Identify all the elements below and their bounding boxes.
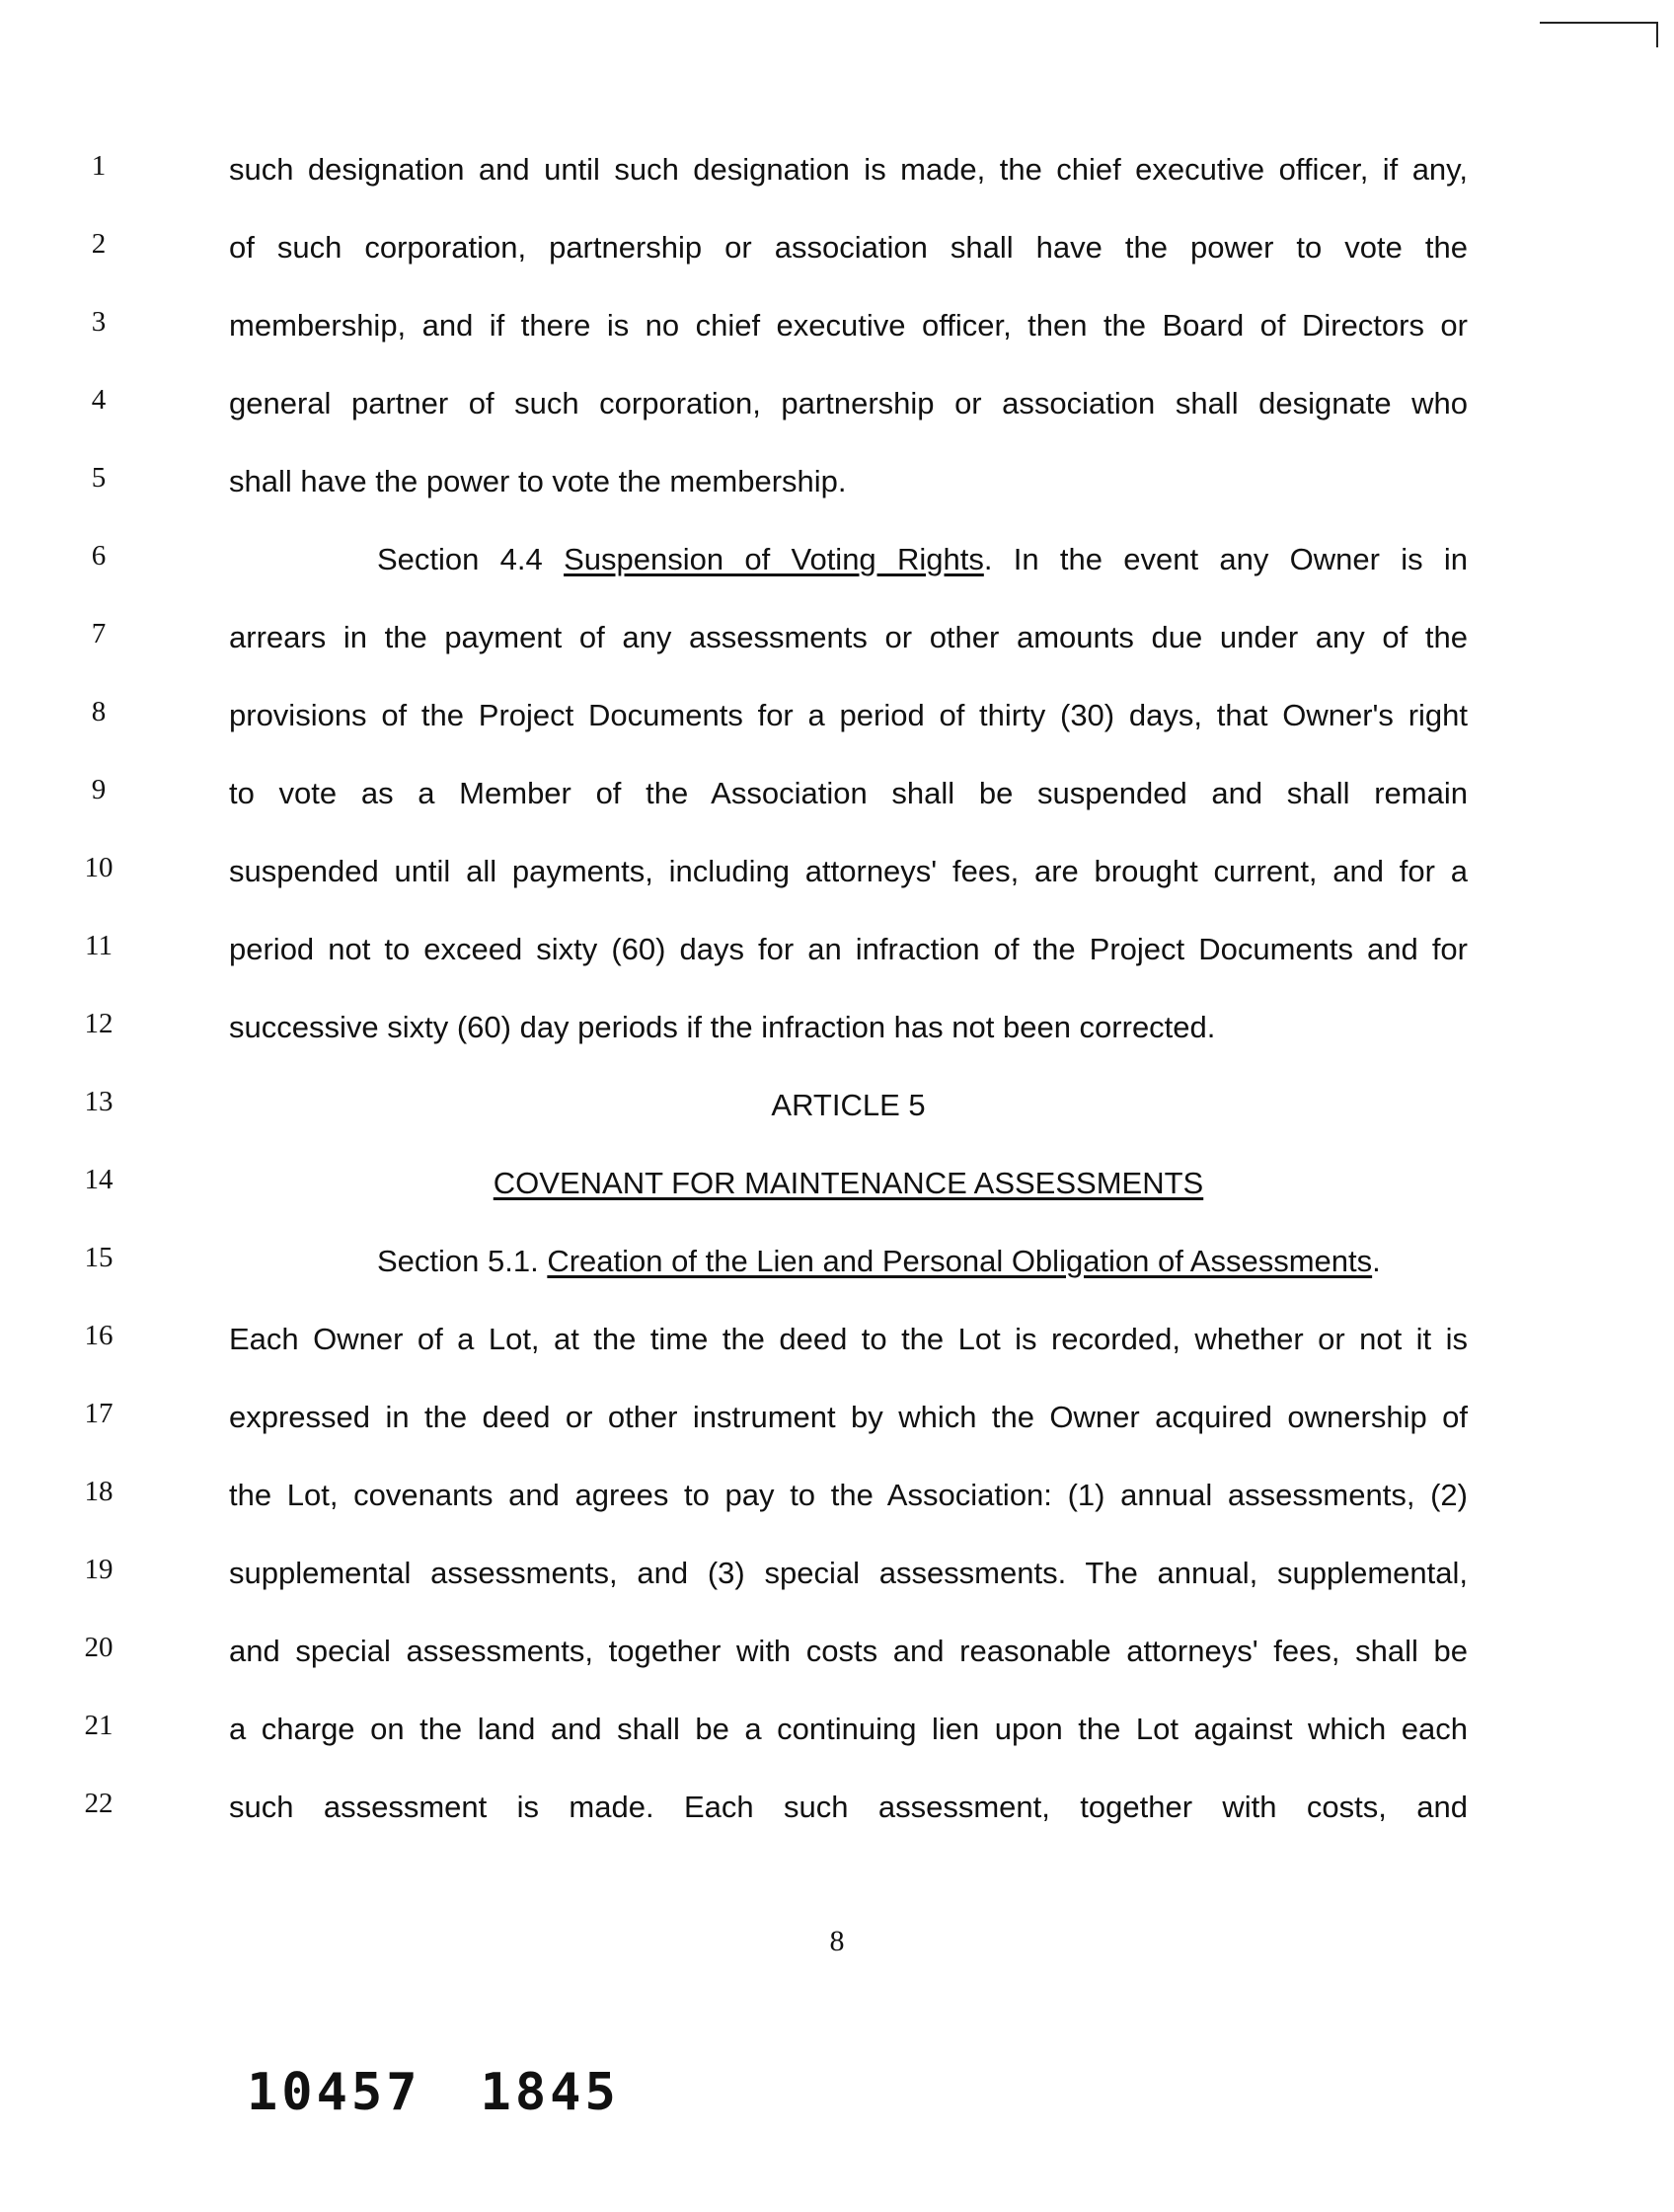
section-heading: Creation of the Lien and Personal Obligation of Assessments	[547, 1244, 1373, 1278]
line-number: 1	[91, 150, 107, 182]
line-text: a charge on the land and shall be a continuing lien upon the Lot against which each	[229, 1712, 1468, 1746]
section-text: .	[1372, 1244, 1381, 1278]
line-number: 18	[84, 1476, 114, 1507]
line-text: and special assessments, together with costs and reasonable attorneys' fees, shall be	[229, 1634, 1468, 1668]
line-text: supplemental assessments, and (3) special assessments. The annual, supplemental,	[229, 1556, 1468, 1590]
line-text: suspended until all payments, including attorneys' fees, are brought current, and for a	[229, 854, 1468, 888]
line-text: Each Owner of a Lot, at the time the deed to the Lot is recorded, whether or not it is	[229, 1322, 1468, 1356]
line-number: 2	[91, 228, 107, 260]
line-number: 4	[91, 384, 107, 416]
line-text: to vote as a Member of the Association shall be suspended and shall remain	[229, 776, 1468, 810]
line-number: 3	[91, 306, 107, 338]
line-number: 10	[84, 852, 114, 883]
line-text: shall have the power to vote the membership.	[229, 464, 847, 498]
line-number: 6	[91, 540, 107, 572]
line-number: 21	[84, 1710, 114, 1741]
line-text: membership, and if there is no chief executive officer, then the Board of Directors or	[229, 308, 1468, 343]
line-text: of such corporation, partnership or association shall have the power to vote the	[229, 230, 1468, 265]
line-number: 19	[84, 1554, 114, 1585]
line-number: 11	[85, 930, 113, 961]
line-number: 14	[84, 1164, 114, 1195]
line-text: period not to exceed sixty (60) days for an infraction of the Project Documents and for	[229, 932, 1468, 966]
line-text: arrears in the payment of any assessments or other amounts due under any of the	[229, 620, 1468, 654]
section-text: . In the event any Owner is in	[983, 542, 1468, 576]
line-text: the Lot, covenants and agrees to pay to the Association: (1) annual assessments, (2)	[229, 1478, 1468, 1512]
page-number: 8	[829, 1925, 845, 1957]
record-stamp	[247, 2063, 679, 2122]
record-page-number: 1845	[480, 2063, 620, 2122]
line-text: provisions of the Project Documents for a period of thirty (30) days, that Owner's right	[229, 698, 1468, 732]
line-number: 15	[84, 1242, 114, 1273]
line-text: successive sixty (60) day periods if the infraction has not been corrected.	[229, 1010, 1216, 1044]
line-number: 5	[91, 462, 107, 494]
record-book-number: 10457	[247, 2063, 421, 2122]
line-text: general partner of such corporation, partnership or association shall designate who	[229, 386, 1468, 420]
article-title: ARTICLE 5	[771, 1088, 926, 1122]
section-5-1-line	[229, 1232, 1468, 1291]
corner-mark	[1540, 22, 1658, 24]
line-number: 16	[84, 1320, 114, 1351]
line-number: 8	[91, 696, 107, 727]
section-number: Section 5.1.	[377, 1244, 548, 1278]
line-number: 7	[91, 618, 107, 649]
line-number: 9	[91, 774, 107, 805]
line-text: expressed in the deed or other instrument by which the Owner acquired ownership of	[229, 1400, 1468, 1434]
line-number: 20	[84, 1632, 114, 1663]
section-number: Section 4.4	[377, 542, 565, 576]
line-text: such assessment is made. Each such assessment, together with costs, and	[229, 1790, 1468, 1824]
section-heading: Suspension of Voting Rights	[564, 542, 984, 576]
section-4-4-line	[229, 530, 1468, 589]
line-number: 22	[84, 1788, 114, 1819]
line-number: 17	[84, 1398, 114, 1429]
line-number: 12	[84, 1008, 114, 1039]
line-number: 13	[84, 1086, 114, 1117]
article-heading: COVENANT FOR MAINTENANCE ASSESSMENTS	[493, 1166, 1204, 1200]
line-text: such designation and until such designation is made, the chief executive officer, if any,	[229, 152, 1468, 187]
